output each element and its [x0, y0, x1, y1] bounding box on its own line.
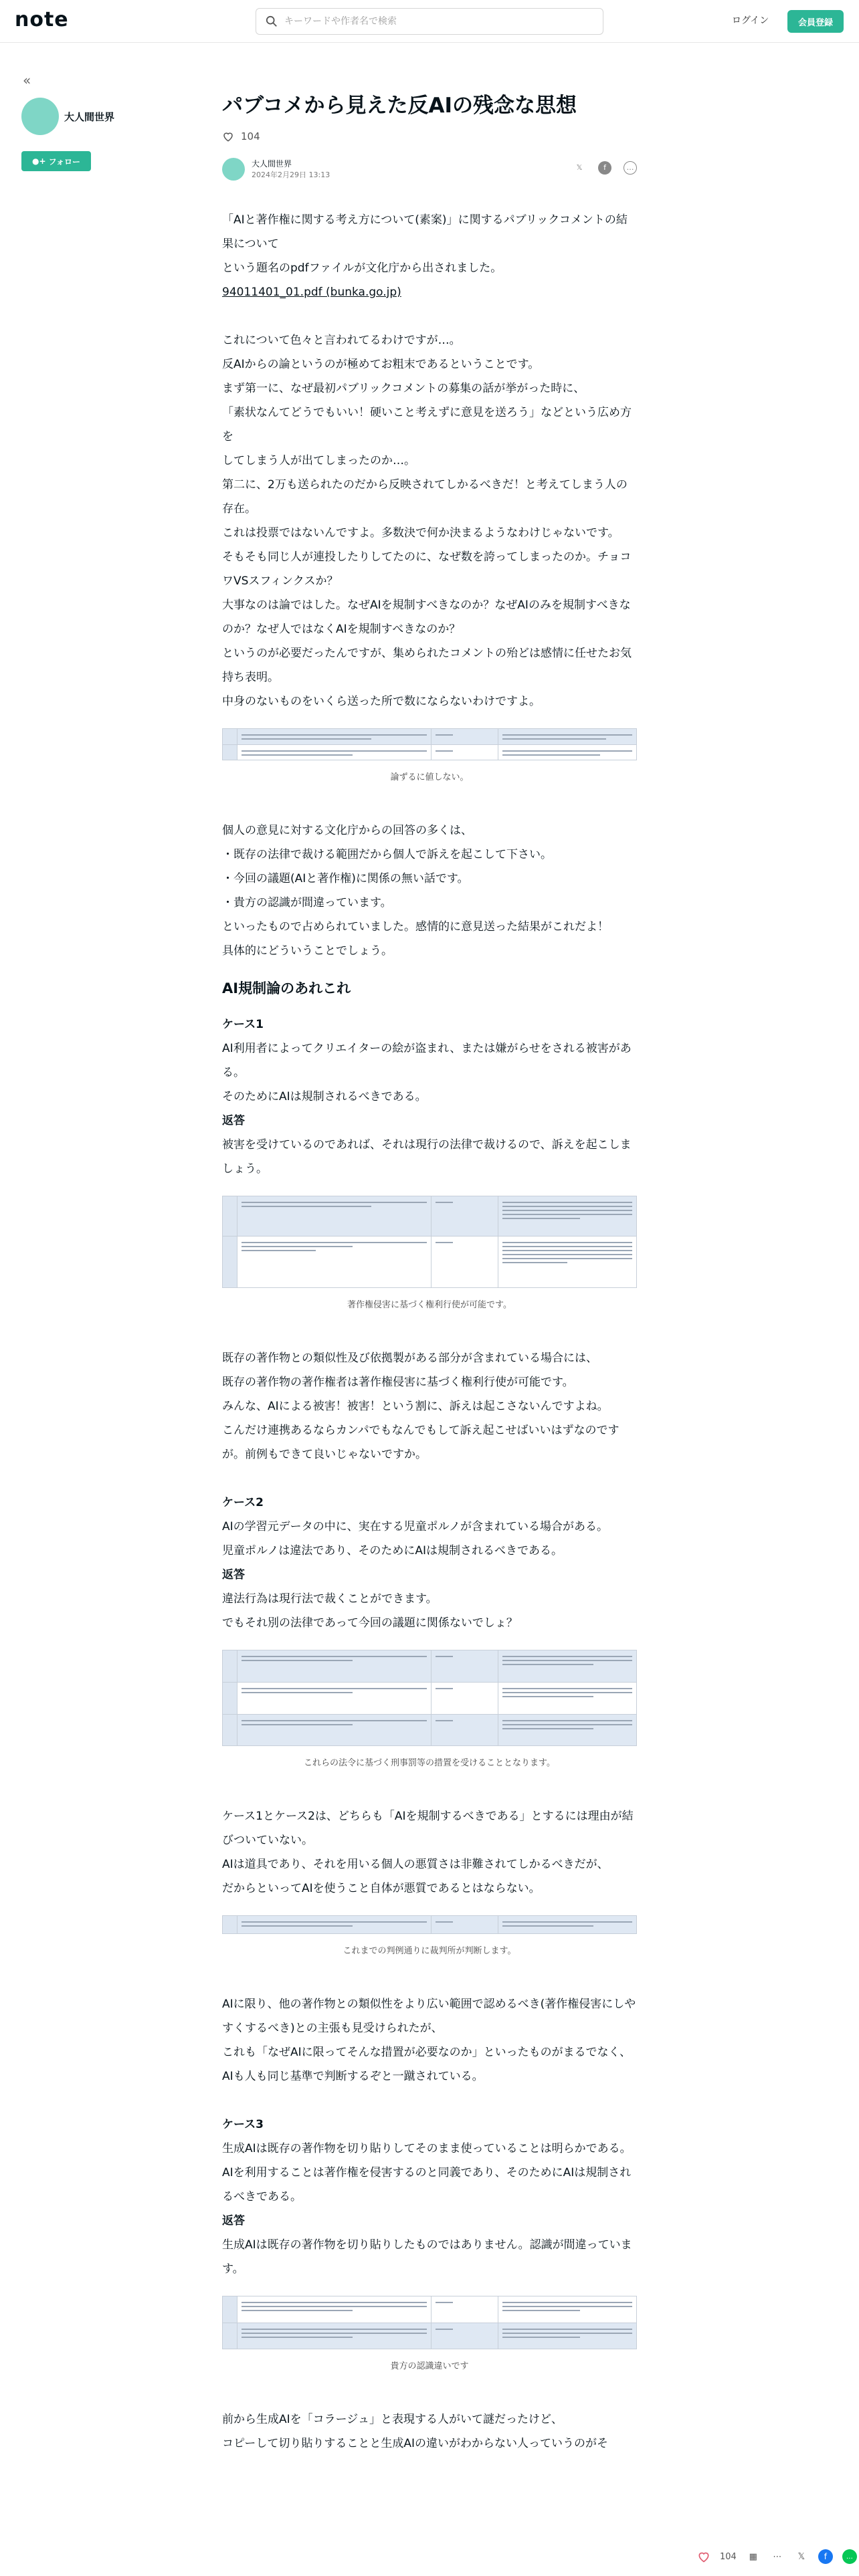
x-share-icon[interactable]: 𝕏	[797, 2551, 805, 2562]
paragraph: 「AIと著作権に関する考え方について(素案)」に関するパブリックコメントの結果について	[222, 213, 628, 251]
article-title: パブコメから見えた反AIの残念な思想	[222, 94, 577, 118]
paragraph: これも「なぜAIに限ってそんな措置が必要なのか」といったものがまるでなく、	[222, 2045, 632, 2059]
paragraph: してしまう人が出てしまったのか…。	[222, 453, 415, 467]
byline	[222, 156, 637, 183]
paragraph: そもそも同じ人が連投したりしてたのに、なぜ数を誇ってしまったのか。チョコワVSスフィンクスか？	[222, 550, 632, 588]
article	[222, 91, 637, 2456]
line-share-icon[interactable]: …	[842, 2549, 857, 2564]
paragraph: AIは道具であり、それを用いる個人の悪質さは非難されてしかるべきだが、	[222, 1857, 609, 1871]
figure-caption: これらの法令に基づく刑事罰等の措置を受けることとなります。	[304, 1757, 555, 1768]
paragraph: といったもので占められていました。感情的に意見送った結果がこれだよ！	[222, 920, 609, 934]
paragraph: 児童ポルノは違法であり、そのためにAIは規制されるべきである。	[222, 1543, 563, 1558]
line-share-icon[interactable]: …	[624, 161, 637, 175]
figure-3	[222, 1650, 637, 1768]
paragraph: ・今回の議題(AIと著作権)に関係の無い話です。	[222, 871, 469, 885]
heart-icon[interactable]	[697, 2550, 710, 2563]
facebook-share-icon[interactable]: f	[818, 2549, 833, 2564]
figure-4	[222, 1915, 637, 1956]
paragraph: AIも人も同じ基準で判断するぞと一蹴されている。	[222, 2069, 484, 2083]
figure-2	[222, 1196, 637, 1310]
paragraph: コピーして切り貼りすることと生成AIの違いがわからない人っていうのがそ	[222, 2436, 608, 2450]
follow-label: フォロー	[48, 156, 80, 167]
paragraph: AIを利用することは著作権を侵害するのと同義であり、そのためにAIは規制されるべきである。	[222, 2165, 632, 2204]
reply-label: 返答	[222, 1113, 245, 1128]
paragraph: 既存の著作物の著作権者は著作権侵害に基づく権利行使が可能です。	[222, 1375, 574, 1389]
global-header	[0, 0, 859, 43]
paragraph: ・既存の法律で裁ける範囲だから個人で訴えを起こして下さい。	[222, 847, 552, 861]
paragraph: これは投票ではないんですよ。多数決で何か決まるようなわけじゃないです。	[222, 526, 619, 540]
paragraph: というのが必要だったんですが、集められたコメントの殆どは感情に任せたお気持ち表明。	[222, 646, 632, 684]
paragraph: 中身のないものをいくら送った所で数にならないわけですよ。	[222, 694, 541, 708]
login-link[interactable]: ログイン	[732, 15, 769, 26]
paragraph: 個人の意見に対する文化庁からの回答の多くは、	[222, 823, 472, 837]
case-heading: ケース1	[222, 1017, 264, 1031]
paragraph: という題名のpdfファイルが文化庁から出されました。	[222, 261, 502, 275]
case-heading: ケース3	[222, 2117, 264, 2131]
paragraph: だからといってAIを使うこと自体が悪質であるとはならない。	[222, 1881, 541, 1895]
figure-1	[222, 728, 637, 782]
magazine-add-icon[interactable]: ▦	[749, 2551, 757, 2562]
screenshot-table-image[interactable]	[222, 1196, 637, 1288]
paragraph: 生成AIは既存の著作物を切り貼りしたものではありません。認識が間違っています。	[222, 2238, 632, 2276]
search-input[interactable]	[284, 16, 592, 27]
paragraph: 反AIからの論というのが極めてお粗末であるということです。	[222, 357, 540, 371]
search-icon	[266, 15, 278, 27]
paragraph: こんだけ連携あるならカンパでもなんでもして訴え起こせばいいはずなのですが。前例もできて良いじゃないですか。	[222, 1423, 619, 1461]
paragraph: 既存の著作物との類似性及び依拠製がある部分が含まれている場合には、	[222, 1351, 597, 1365]
paragraph: 大事なのは論ではした。なぜAIを規制すべきなのか？なぜAIのみを規制すべきなのか？なぜ人ではなくAIを規制すべきなのか？	[222, 598, 631, 636]
more-icon[interactable]: ⋯	[773, 2551, 782, 2562]
paragraph: みんな、AIによる被害！被害！という割に、訴えは起こさないんですよね。	[222, 1399, 609, 1413]
byline-author[interactable]: 大人間世界	[252, 158, 292, 169]
paragraph: 前から生成AIを「コラージュ」と表現する人がいて謎だったけど、	[222, 2412, 563, 2426]
paragraph: ・貴方の認識が間違っています。	[222, 895, 392, 909]
paragraph: AIに限り、他の著作物との類似性をより広い範囲で認めるべき(著作権侵害にしやすくするべき)との主張も見受けられたが、	[222, 1997, 636, 2035]
paragraph: そのためにAIは規制されるべきである。	[222, 1089, 427, 1103]
collapse-sidebar-icon[interactable]: «	[23, 72, 31, 88]
search-box[interactable]	[256, 8, 603, 35]
figure-caption: 貴方の認識違いです	[390, 2361, 469, 2371]
float-like-count: 104	[720, 2551, 737, 2562]
byline-avatar[interactable]	[222, 158, 245, 181]
section-heading: AI規制論のあれこれ	[222, 980, 351, 996]
heart-icon[interactable]	[222, 130, 234, 142]
floating-action-bar	[697, 2549, 857, 2564]
paragraph: AI利用者によってクリエイターの絵が盗まれ、または嫌がらせをされる被害がある。	[222, 1041, 632, 1079]
figure-5	[222, 2296, 637, 2371]
person-plus-icon: ●+	[32, 156, 46, 166]
figure-caption: 論ずるに値しない。	[390, 772, 469, 782]
paragraph: ケース1とケース2は、どちらも「AIを規制するべきである」とするには理由が結びついていない。	[222, 1809, 634, 1847]
paragraph: これについて色々と言われてるわけですが…。	[222, 333, 461, 347]
x-share-icon[interactable]: 𝕏	[576, 163, 583, 173]
paragraph: まず第一に、なぜ最初パブリックコメントの募集の話が挙がった時に、	[222, 381, 585, 395]
paragraph: 被害を受けているのであれば、それは現行の法律で裁けるので、訴えを起こしましょう。	[222, 1138, 632, 1176]
paragraph: AIの学習元データの中に、実在する児童ポルノが含まれている場合がある。	[222, 1519, 608, 1533]
paragraph: でもそれ別の法律であって今回の議題に関係ないでしょ？	[222, 1616, 518, 1630]
reply-label: 返答	[222, 2214, 245, 2228]
author-name[interactable]: 大人間世界	[64, 111, 115, 123]
facebook-share-icon[interactable]: f	[598, 161, 611, 175]
screenshot-table-image[interactable]	[222, 2296, 637, 2349]
publish-date: 2024年2月29日 13:13	[252, 170, 330, 179]
follow-button[interactable]	[21, 151, 91, 171]
figure-caption: これまでの判例通りに裁判所が判断します。	[343, 1945, 516, 1956]
screenshot-table-image[interactable]	[222, 728, 637, 760]
screenshot-table-image[interactable]	[222, 1650, 637, 1746]
signup-button[interactable]: 会員登録	[787, 10, 844, 33]
paragraph: 生成AIは既存の著作物を切り貼りしてそのまま使っていることは明らかである。	[222, 2141, 632, 2155]
note-logo[interactable]: note	[15, 8, 69, 31]
like-count: 104	[241, 130, 260, 142]
paragraph: 具体的にどういうことでしょう。	[222, 944, 393, 958]
like-row	[222, 130, 637, 142]
pdf-link[interactable]: 94011401_01.pdf (bunka.go.jp)	[222, 285, 401, 299]
author-avatar[interactable]	[21, 98, 59, 135]
share-buttons	[573, 161, 637, 175]
paragraph: 違法行為は現行法で裁くことができます。	[222, 1592, 438, 1606]
screenshot-table-image[interactable]	[222, 1915, 637, 1934]
case-heading: ケース2	[222, 1495, 264, 1509]
figure-caption: 著作権侵害に基づく権利行使が可能です。	[347, 1299, 512, 1310]
paragraph: 「素状なんてどうでもいい！硬いこと考えずに意見を送ろう」などという広め方を	[222, 405, 632, 443]
reply-label: 返答	[222, 1568, 245, 1582]
paragraph: 第二に、2万も送られたのだから反映されてしかるべきだ！と考えてしまう人の存在。	[222, 477, 628, 516]
